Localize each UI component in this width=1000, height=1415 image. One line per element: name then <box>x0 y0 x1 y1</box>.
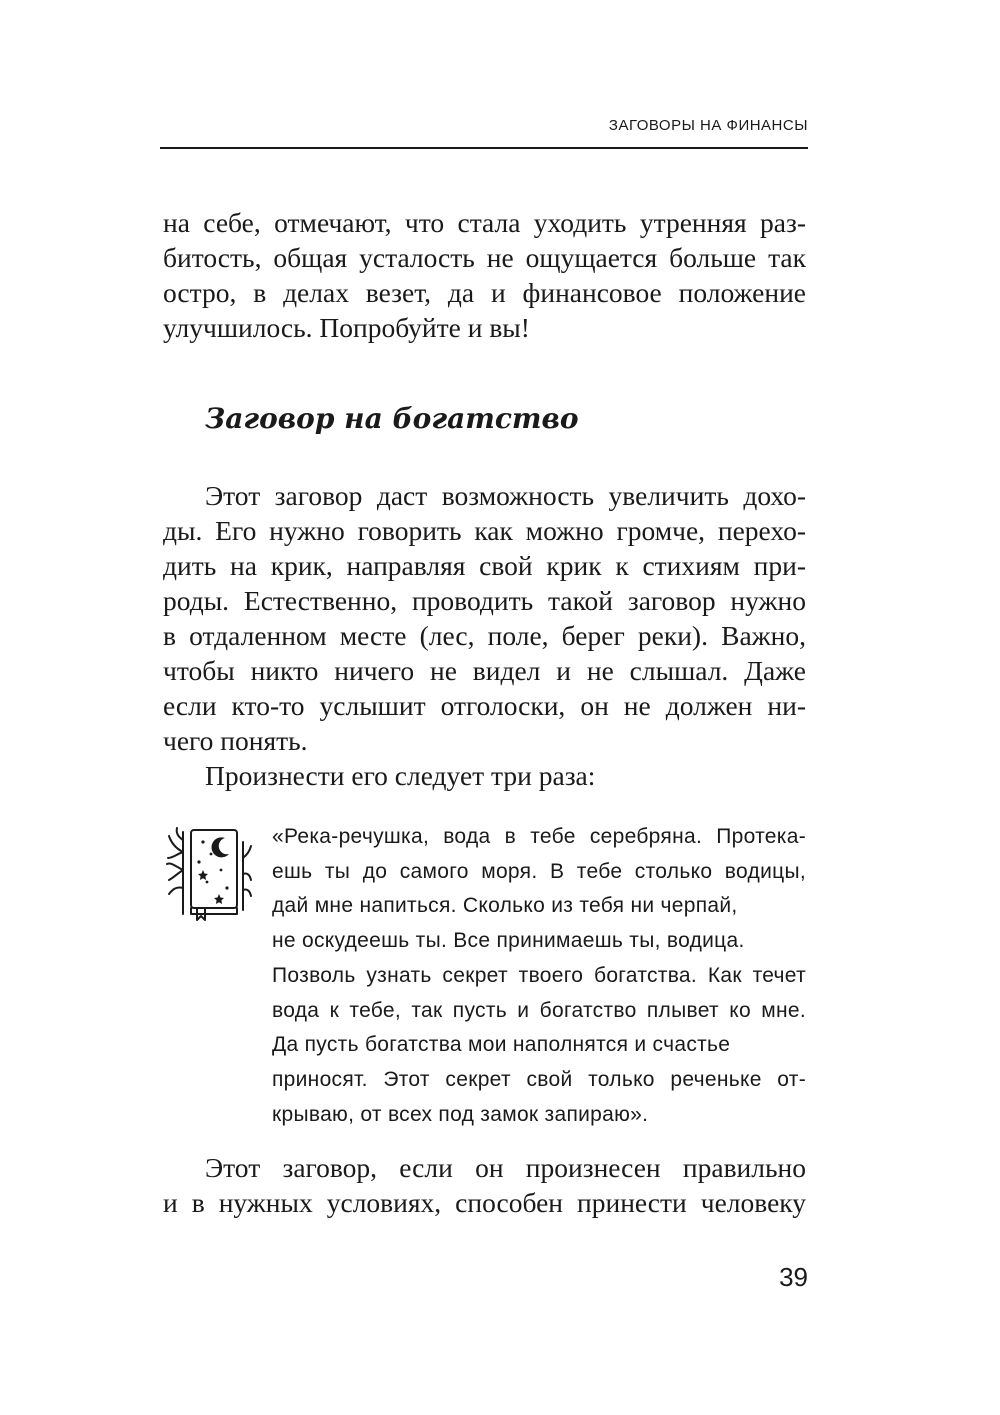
chant-line: не оскудеешь ты. Все принимаешь ты, водица. <box>272 929 745 953</box>
page-number: 39 <box>779 1262 808 1292</box>
text-line: чего понять. <box>163 725 308 756</box>
closing-paragraph <box>163 1150 806 1220</box>
text-line: Этот заговор, если он произнесен правильно <box>205 1152 806 1183</box>
spell-book-icon <box>163 822 253 922</box>
text-line: в отдаленном месте (лес, поле, берег реки). Важно, <box>163 620 806 651</box>
text-line: улучшилось. Попробуйте и вы! <box>163 312 530 343</box>
chant-line: приносят. Этот секрет свой только реченьке от- <box>272 1067 806 1091</box>
chant-line: вода к тебе, так пусть и богатство плывет ко мне. <box>272 998 806 1022</box>
text-line: Этот заговор даст возможность увеличить дохо- <box>205 480 806 511</box>
header-rule <box>160 147 808 149</box>
chant-text <box>272 820 806 1132</box>
chant-line: Позволь узнать секрет твоего богатства. Как течет <box>272 963 806 987</box>
text-line: роды. Естественно, проводить такой заговор нужно <box>163 585 806 616</box>
running-head: ЗАГОВОРЫ НА ФИНАНСЫ <box>608 117 808 134</box>
section-heading: Заговор на богатство <box>205 402 579 435</box>
chant-line: «Река-речушка, вода в тебе серебряна. Протека- <box>272 825 806 848</box>
text-line: дить на крик, направляя свой крик к стихиям при- <box>163 550 806 581</box>
text-line: ды. Его нужно говорить как можно громче, перехо- <box>163 515 806 546</box>
chant-line: ешь ты до самого моря. В тебе столько водицы, <box>272 859 806 883</box>
text-line: и в нужных условиях, способен принести человеку <box>163 1187 806 1218</box>
text-line: чтобы никто ничего не видел и не слышал. Даже <box>163 655 806 686</box>
text-line: битость, общая усталость не ощущается больше так <box>163 242 806 273</box>
chant-line: дай мне напиться. Сколько из тебя ни черпай, <box>272 894 738 918</box>
chant-line: Да пусть богатства мои наполнятся и счастье <box>272 1033 731 1057</box>
text-line: остро, в делах везет, да и финансовое положение <box>163 277 806 308</box>
chant-line: крываю, от всех под замок запираю». <box>272 1102 649 1126</box>
text-line: Произнести его следует три раза: <box>205 760 596 791</box>
intro-paragraph <box>163 205 806 345</box>
text-line: на себе, отмечают, что стала уходить утренняя раз- <box>163 207 806 238</box>
body-paragraph <box>163 478 806 793</box>
text-line: если кто-то услышит отголоски, он не должен ни- <box>163 690 806 721</box>
